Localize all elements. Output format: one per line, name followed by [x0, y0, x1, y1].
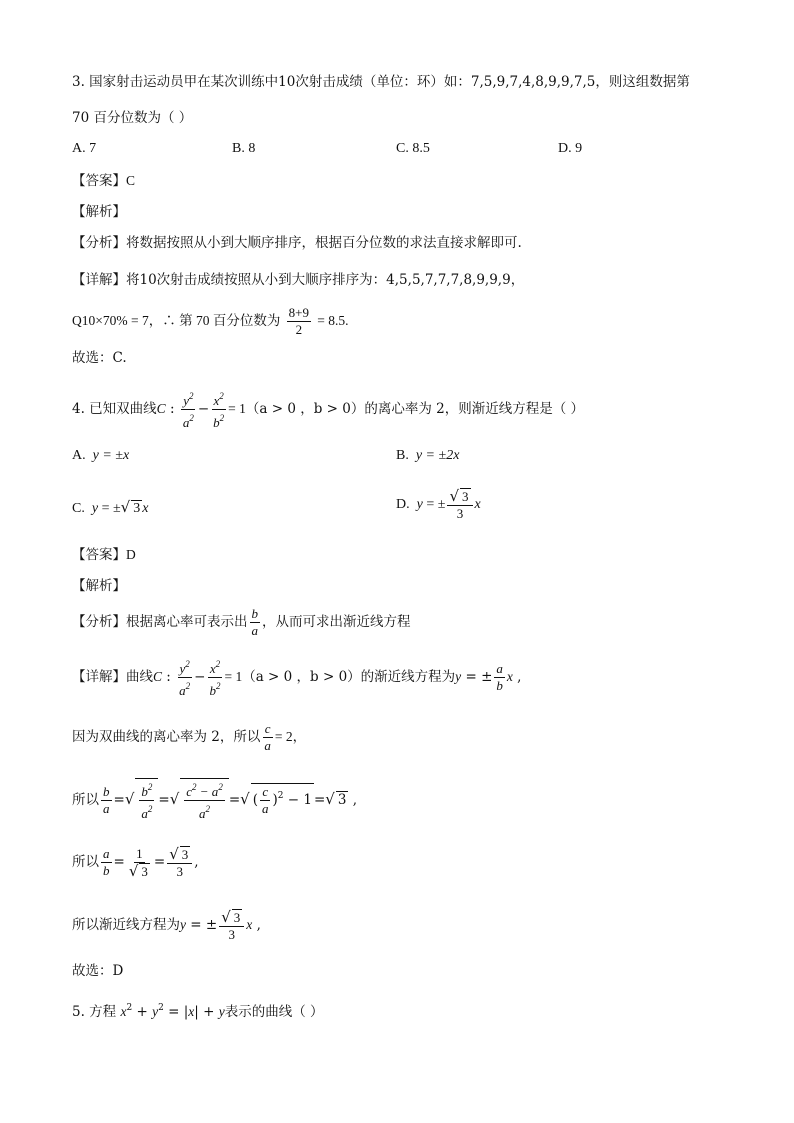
q3-calc-den: 2	[295, 322, 303, 337]
q3-analysis-tag: 【解析】	[72, 204, 126, 220]
q3-calc-line	[72, 304, 349, 338]
q3-answer: C	[126, 173, 136, 188]
q4-answer-line: 【答案】D	[72, 547, 136, 563]
q3-stem-line1: 3. 国家射击运动员甲在某次训练中10次射击成绩（单位：环）如：7,5,9,7,4,8,9,9,7,5，则这组数据第	[72, 74, 690, 90]
q3-detail-text: 将10次射击成绩按照从小到大顺序排序为：4,5,5,7,7,7,8,9,9,9，	[126, 272, 525, 288]
q4-ab-line: 所以 $\frac{a}{b}$ = $\frac{1}{√ 3}$ = $\frac{√ 3}{3}$ ,	[72, 844, 199, 880]
q4-answer: D	[126, 547, 136, 562]
q3-option-c: C. 8.5	[396, 141, 430, 156]
q3-calc-num: 8+9	[288, 305, 309, 320]
q4-eccentricity-line: 因为双曲线的离心率为 2，所以 $\frac{c}{a}$ = 2，	[72, 721, 307, 753]
q3-option-a: A. 7	[72, 141, 97, 156]
hyperbola-x-fraction: $\frac{x^2}{b^2}$	[211, 388, 226, 431]
q4-option-b: B. y = ±2x	[396, 448, 460, 463]
q3-choose: 故选：C.	[72, 350, 127, 366]
q3-option-b: B. 8	[232, 141, 256, 156]
answer-tag: 【答案】	[72, 173, 126, 189]
q3-calc-fraction	[287, 305, 311, 338]
q4-option-a: A. y = ±x	[72, 448, 130, 463]
detail-tag: 【详解】	[72, 272, 126, 288]
q4-option-c: C. y = ±√ 3 x	[72, 498, 149, 516]
q3-fenxi-text: 将数据按照从小到大顺序排序，根据百分位数的求法直接求解即可.	[126, 235, 522, 251]
q3-option-d: D. 9	[558, 141, 583, 156]
q3-stem-line2: 70 百分位数为（ ）	[72, 110, 193, 126]
q3-fenxi-line	[72, 233, 522, 253]
q4-option-a-value: y = ±x	[92, 448, 130, 463]
q4-analysis-tag: 【解析】	[72, 578, 126, 594]
q3-answer-line	[72, 171, 135, 191]
q4-stem-cond: （a > 0 ，b > 0）的离心率为 2，则渐近线方程是（ ）	[245, 401, 585, 417]
q3-detail-line	[72, 270, 524, 290]
q4-fenxi-line: 【分析】根据离心率可表示出 $\frac{b}{a}$ ，从而可求出渐近线方程	[72, 606, 411, 638]
q4-option-b-value: y = ±2x	[415, 448, 460, 463]
q4-option-d: D. y = ± $\frac{√ 3}{3}$ x	[396, 487, 481, 521]
q3-calc-suffix: = 8.5.	[317, 313, 349, 328]
fenxi-tag: 【分析】	[72, 235, 126, 251]
q4-detail-line: 【详解】曲线C : $\frac{y^2}{a^2}$ − $\frac{x^2}{b^2}$ = 1（a > 0 ，b > 0）的渐近线方程为y = ± $\frac{a}{b}$ x ,	[72, 656, 521, 699]
q5-stem: 5. 方程 $x^2 + y^2 = |x| + y$表示的曲线（ ）	[72, 1003, 324, 1020]
q4-stem: 4. 已知双曲线C : $\frac{y^2}{a^2}$ − $\frac{x^2}{b^2}$ = 1（a > 0 ，b > 0）的离心率为 2，则渐近线方程是（ ）	[72, 388, 584, 431]
q3-calc-prefix: Q10×70% = 7，∴ 第 70 百分位数为	[72, 313, 281, 328]
hyperbola-y-fraction: $\frac{y^2}{a^2}$	[181, 388, 196, 431]
q4-choose: 故选：D	[72, 963, 124, 979]
q4-ba-line: 所以 $\frac{b}{a}$ =√ $\frac{b^2}{a^2}$ =√ $\frac{c^2 - a^2}{a^2}$ =√ ( $\frac{c}{a}$ )$^2$ − 1 =√ 3 ,	[72, 778, 357, 822]
q4-asymptote-line: 所以渐近线方程为y = ± $\frac{√ 3}{3}$ x ,	[72, 907, 261, 942]
q4-stem-prefix: 4. 已知双曲线	[72, 401, 157, 417]
